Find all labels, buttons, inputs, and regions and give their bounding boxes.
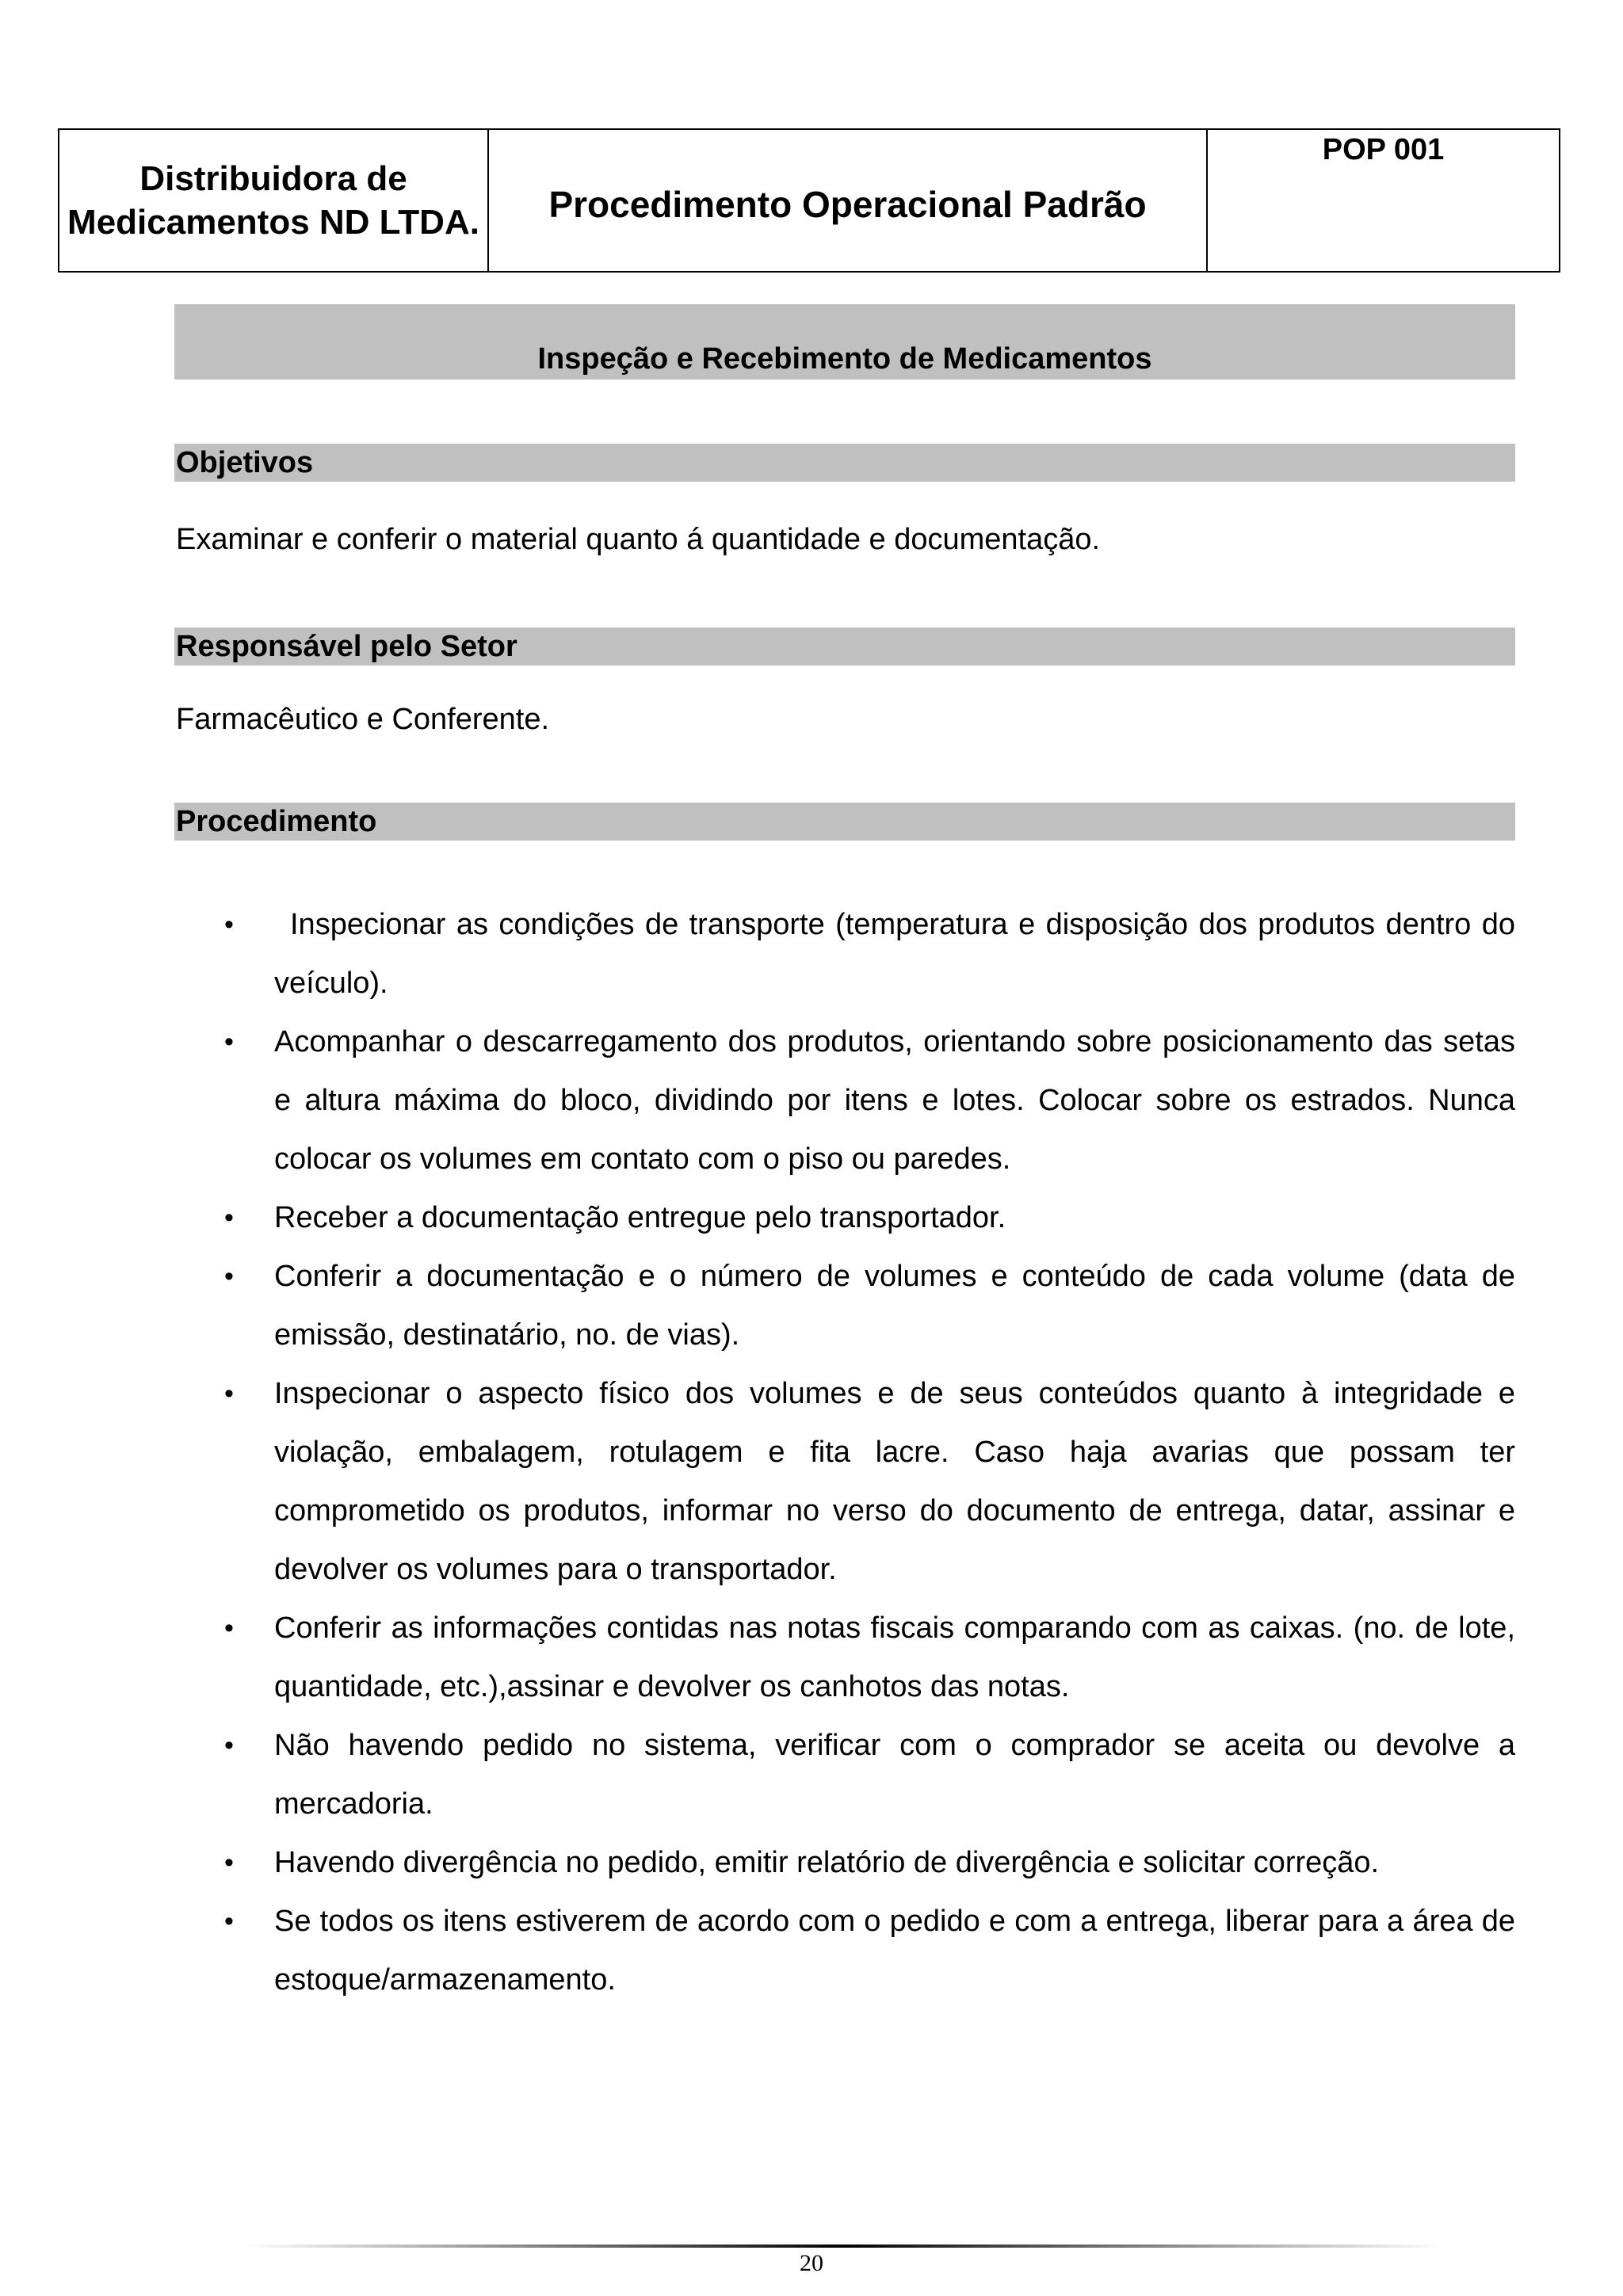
company-name: Distribuidora de Medicamentos ND LTDA. [59,130,489,271]
bullet-icon: • [224,1203,234,1233]
document-header [58,128,1560,273]
procedure-heading: Procedimento [174,803,1515,841]
page-number: 20 [800,2250,823,2276]
bullet-icon: • [224,1261,234,1291]
responsible-text: Farmacêutico e Conferente. [176,703,550,736]
procedure-list [174,895,1515,2009]
bullet-icon: • [224,1027,234,1057]
bullet-icon: • [224,1379,234,1409]
bullet-icon: • [224,1613,234,1643]
objectives-heading: Objetivos [174,444,1515,482]
list-item: • Acompanhar o descarregamento dos produtos, orientando sobre posicionamento das setas e altura máxima do bloco, dividindo por itens e lotes. Colocar sobre os estrados. Nunca colocar os volumes em contato com o piso ou paredes. [174,1013,1515,1188]
responsible-heading: Responsável pelo Setor [174,627,1515,666]
bullet-icon: • [224,1848,234,1878]
document-title: Inspeção e Recebimento de Medicamentos [174,304,1515,379]
list-item: • Não havendo pedido no sistema, verificar com o comprador se aceita ou devolve a mercadoria. [174,1716,1515,1833]
objectives-text: Examinar e conferir o material quanto á quantidade e documentação. [176,523,1101,556]
header-title: Procedimento Operacional Padrão [489,130,1208,271]
document-code: POP 001 [1322,133,1445,166]
bullet-icon: • [224,910,234,940]
bullet-icon: • [224,1730,234,1760]
bullet-icon: • [224,1906,234,1936]
footer-divider [246,2245,1442,2248]
list-item: • Conferir a documentação e o número de volumes e conteúdo de cada volume (data de emissão, destinatário, no. de vias). [174,1247,1515,1364]
list-item: • Inspecionar o aspecto físico dos volumes e de seus conteúdos quanto à integridade e violação, embalagem, rotulagem e fita lacre. Caso haja avarias que possam ter comprometido os produtos, informar no verso do documento de entrega, datar, assinar e devolver os volumes para o transportador. [174,1364,1515,1599]
list-item: • Receber a documentação entregue pelo transportador. [174,1188,1515,1247]
list-item: • Havendo divergência no pedido, emitir relatório de divergência e solicitar correção. [174,1833,1515,1892]
list-item: • Inspecionar as condições de transporte (temperatura e disposição dos produtos dentro do veículo). [174,895,1515,1013]
list-item: • Conferir as informações contidas nas notas fiscais comparando com as caixas. (no. de lote, quantidade, etc.),assinar e devolver os canhotos das notas. [174,1599,1515,1716]
list-item: • Se todos os itens estiverem de acordo com o pedido e com a entrega, liberar para a área de estoque/armazenamento. [174,1892,1515,2009]
